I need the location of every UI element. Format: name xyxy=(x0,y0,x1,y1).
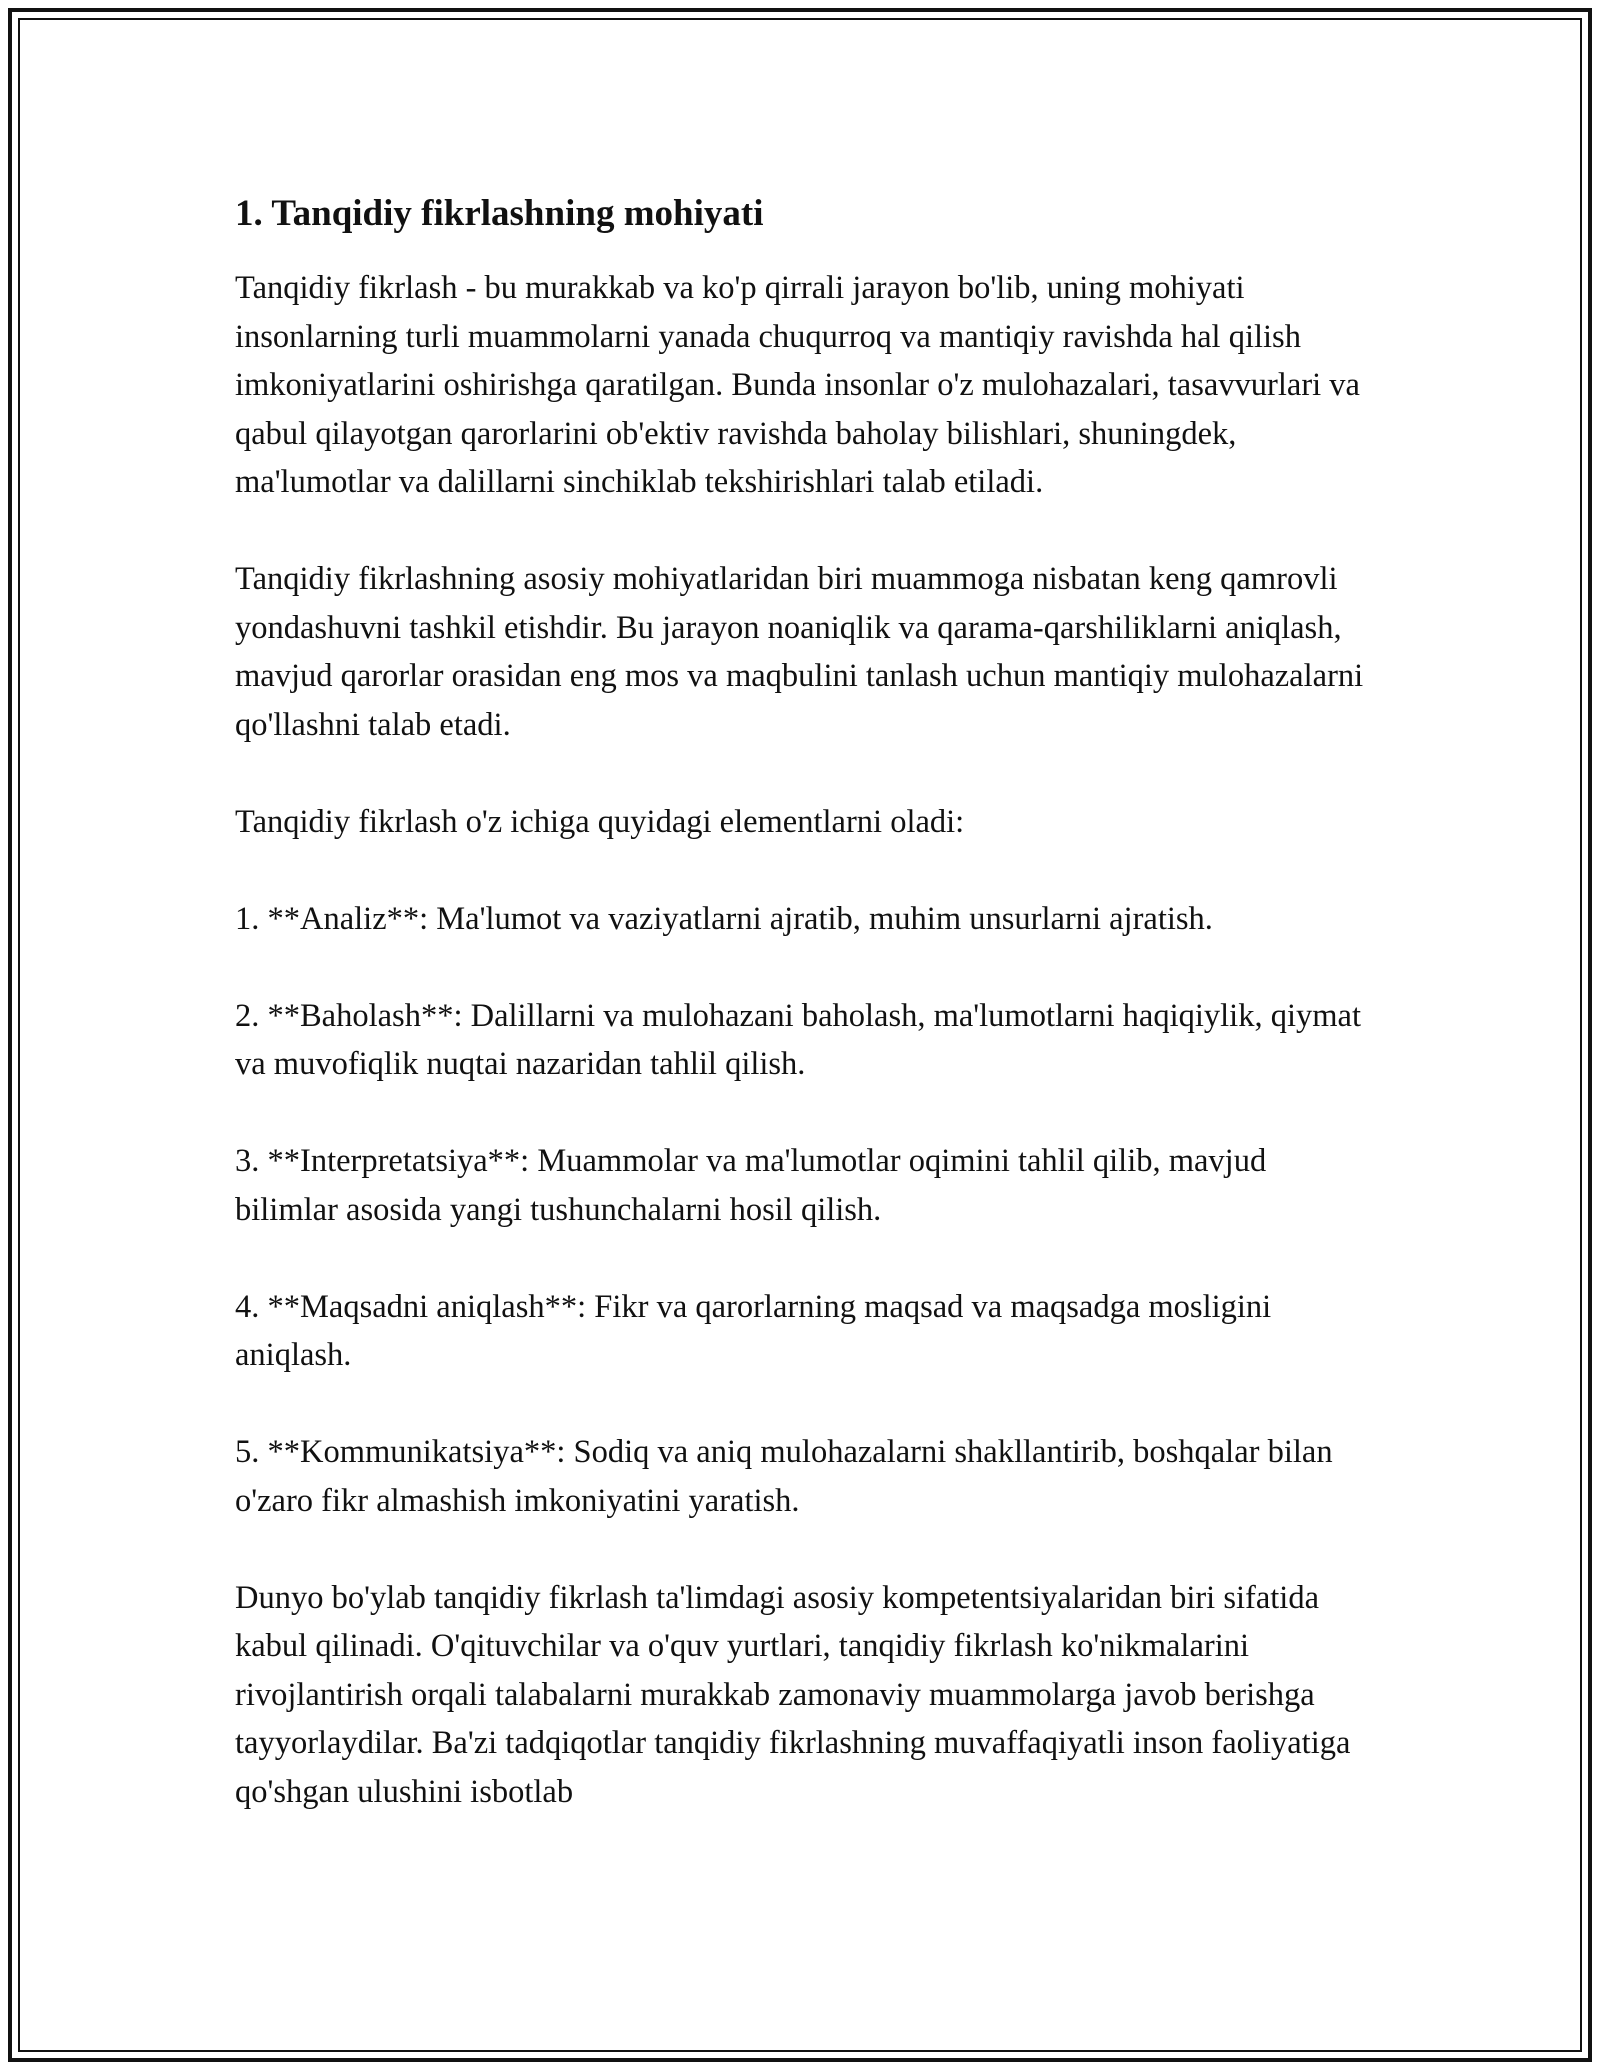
paragraph-world: Dunyo bo'ylab tanqidiy fikrlash ta'limdagi asosiy kompetentsiyalaridan biri sifatida kabul qilinadi. O'qituvchilar va o'quv yurtlari, tanqidiy fikrlash ko'nikmalarini rivojlantirish orqali talabalarni murakkab zamonaviy muammolarga javob berishga tayyorlaydilar. Ba'zi tadqiqotlar tanqidiy fikrlashning muvaffaqiyatli inson faoliyatiga qo'shgan ulushini isbotlab xyxy=(235,1579,1351,1810)
paragraph-approach: Tanqidiy fikrlashning asosiy mohiyatlaridan biri muammoga nisbatan keng qamrovli yondashuvni tashkil etishdir. Bu jarayon noaniqlik va qarama-qarshiliklarni aniqlash, mavjud qarorlar orasidan eng mos va maqbulini tanlash uchun mantiqiy mulohazalarni qo'llashni talab etadi. xyxy=(235,561,1364,743)
list-item-interpretatsiya: 3. **Interpretatsiya**: Muammolar va ma'lumotlar oqimini tahlil qilib, mavjud bilimlar asosida yangi tushunchalarni hosil qilish. xyxy=(235,1143,1267,1228)
list-item-analiz: 1. **Analiz**: Ma'lumot va vaziyatlarni ajratib, muhim unsurlarni ajratish. xyxy=(235,900,1213,937)
list-item-baholash: 2. **Baholash**: Dalillarni va mulohazani baholash, ma'lumotlarni haqiqiylik, qiymat va muvofiqlik nuqtai nazaridan tahlil qilish. xyxy=(235,997,1361,1082)
list-item-kommunikatsiya: 5. **Kommunikatsiya**: Sodiq va aniq mulohazalarni shakllantirib, boshqalar bilan o'zaro fikr almashish imkoniyatini yaratish. xyxy=(235,1434,1333,1519)
section-heading: 1. Tanqidiy fikrlashning mohiyati xyxy=(235,193,764,234)
list-item-maqsad: 4. **Maqsadni aniqlash**: Fikr va qarorlarning maqsad va maqsadga mosligini aniqlash. xyxy=(235,1288,1272,1373)
paragraph-elements-intro: Tanqidiy fikrlash o'z ichiga quyidagi elementlarni oladi: xyxy=(235,803,965,840)
document-body xyxy=(235,184,1365,1865)
paragraph-intro: Tanqidiy fikrlash - bu murakkab va ko'p qirrali jarayon bo'lib, uning mohiyati insonlarning turli muammolarni yanada chuqurroq va mantiqiy ravishda hal qilish imkoniyatlarini oshirishga qaratilgan. Bunda insonlar o'z mulohazalari, tasavvurlari va qabul qilayotgan qarorlarini ob'ektiv ravishda baholay bilishlari, shuningdek, ma'lumotlar va dalillarni sinchiklab tekshirishlari talab etiladi. xyxy=(235,270,1360,500)
